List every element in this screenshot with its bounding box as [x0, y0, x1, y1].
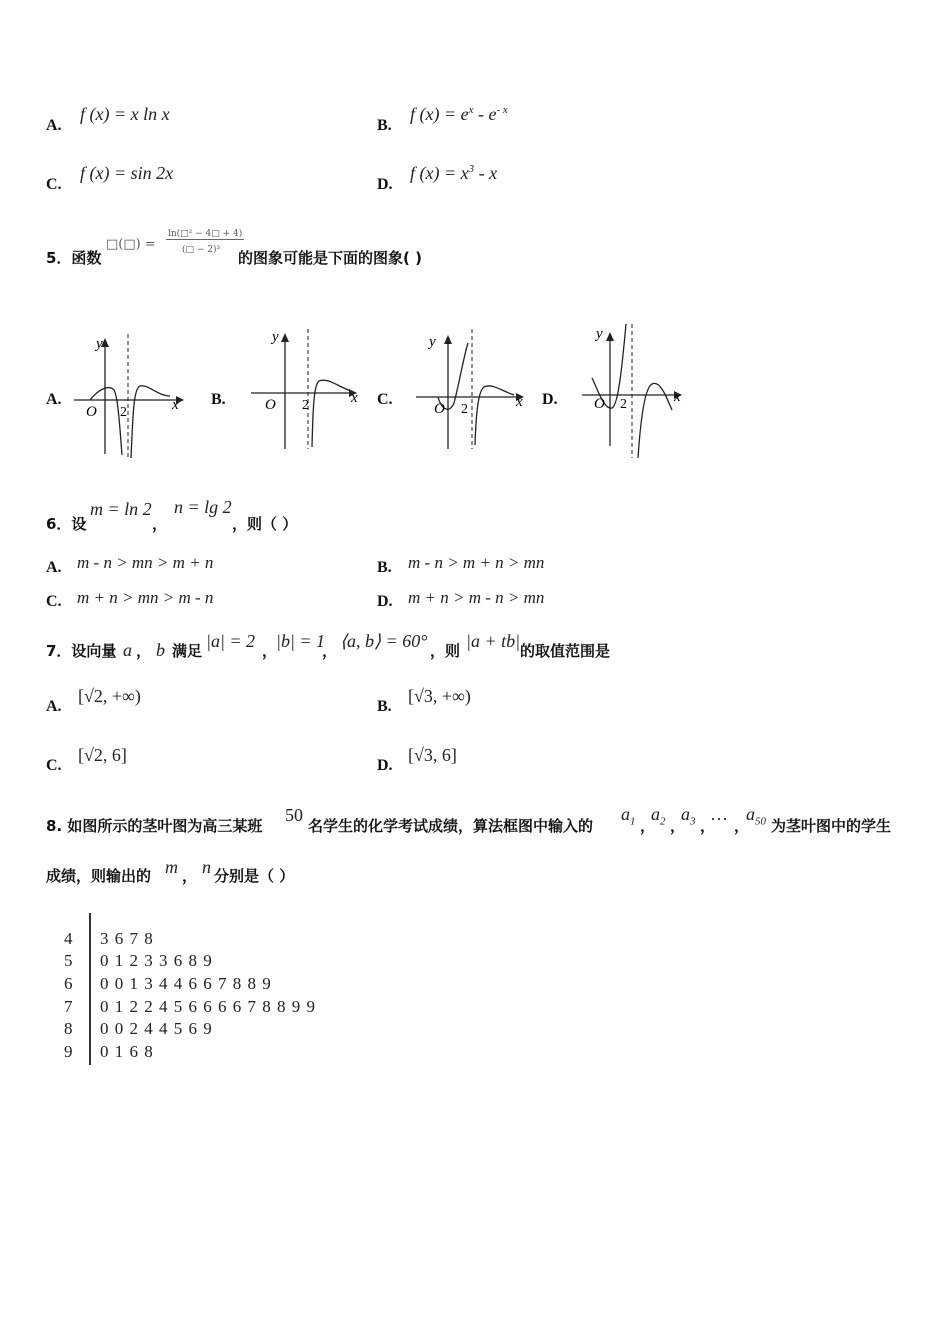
q7-comma-2: ，	[322, 642, 338, 660]
tick-label: 2	[620, 397, 627, 412]
stem-value: 5	[64, 951, 73, 970]
q7-option-d-expr: [√3, 6]	[408, 745, 457, 765]
q8-comma: ，	[670, 817, 686, 835]
stem-value: 9	[64, 1042, 73, 1061]
stem-value: 6	[64, 974, 73, 993]
q4-option-b-expr: f $(x) = e^x - e^{- x}$	[410, 104, 508, 124]
q5-graph-d	[578, 318, 693, 463]
q6-option-a-label: A.	[46, 559, 62, 576]
leaf-values: 0 0 1 3 4 4 6 6 7 8 8 9	[100, 974, 271, 993]
q7-target: |a + tb|	[466, 631, 521, 651]
q8-a2: $a_2$	[651, 804, 666, 828]
curve-right	[312, 380, 351, 447]
q7-number: 7．设向量	[46, 642, 117, 660]
curve-left	[90, 388, 122, 455]
q7-cond: 满足	[172, 642, 203, 660]
stem-leaf-plot	[60, 913, 390, 1068]
curve-left	[438, 343, 468, 409]
q7-comma-1: ，	[262, 642, 278, 660]
q4-option-a-expr: f (x) = x ln x	[80, 104, 170, 124]
q4-option-c-expr: f (x) = sin 2x	[80, 163, 174, 183]
q4-option-b-label: B.	[377, 117, 392, 134]
q7-option-c-label: C.	[46, 757, 62, 774]
q8-sep: ，	[182, 867, 198, 885]
q8-a1: $a_1$	[621, 804, 636, 828]
q8-dots: ···	[710, 809, 728, 829]
y-axis-arrow	[281, 333, 289, 342]
x-label: x	[516, 394, 523, 410]
q8-count: 50	[285, 805, 303, 825]
q5-number: 5．函数	[46, 249, 102, 267]
q4-option-a-label: A.	[46, 117, 62, 134]
q5-graph-b	[247, 325, 367, 455]
x-label: x	[172, 397, 179, 413]
origin-label: O	[594, 396, 605, 412]
q8-text-part3: 为茎叶图中的学生	[771, 817, 892, 835]
q6-option-b-label: B.	[377, 559, 392, 576]
q7-option-a-label: A.	[46, 698, 62, 715]
q6-option-d-label: D.	[377, 593, 393, 610]
q8-comma: ，	[700, 817, 716, 835]
leaf-values: 0 1 6 8	[100, 1042, 153, 1061]
q7-then: ，则	[430, 642, 461, 660]
q7-cond-1: |a| = 2	[206, 631, 256, 651]
q6-option-c-expr: m + n > mn > m - n	[77, 588, 214, 607]
curve-right	[131, 386, 170, 458]
q5-stem-tail: 的图象可能是下面的图象( )	[238, 249, 422, 267]
stem-value: 7	[64, 997, 73, 1016]
leaf-values: 0 0 2 4 4 5 6 9	[100, 1019, 212, 1038]
q5-graph-c	[412, 325, 532, 455]
stem-divider	[89, 913, 91, 1065]
q7-cond-2: |b| = 1	[276, 631, 326, 651]
q7-vector-b: b	[156, 640, 165, 660]
origin-label: O	[434, 401, 445, 417]
y-label: y	[429, 334, 436, 350]
q5-option-b-label: B.	[211, 391, 226, 408]
y-label: y	[272, 329, 279, 345]
y-label: y	[596, 326, 603, 342]
q6-option-b-expr: m - n > m + n > mn	[408, 553, 545, 572]
q5-option-a-label: A.	[46, 391, 62, 408]
q6-number: 6．设	[46, 515, 87, 533]
tick-label: 2	[461, 402, 468, 417]
q7-tail: 的取值范围是	[520, 642, 611, 660]
origin-label: O	[86, 404, 97, 420]
leaf-values: 0 1 2 3 3 6 8 9	[100, 951, 212, 970]
q7-cond-3: ⟨a, b⟩ = 60°	[340, 631, 428, 651]
y-axis-arrow	[606, 332, 614, 341]
q8-a3: $a_3$	[681, 804, 696, 828]
q5-option-d-label: D.	[542, 391, 558, 408]
tick-label: 2	[302, 398, 309, 413]
q7-option-b-expr: [√3, +∞)	[408, 686, 471, 706]
x-label: x	[351, 390, 358, 406]
q6-option-d-expr: m + n > m - n > mn	[408, 588, 545, 607]
origin-label: O	[265, 397, 276, 413]
q8-comma: ，	[734, 817, 750, 835]
leaf-values: 3 6 7 8	[100, 929, 153, 948]
x-label: x	[674, 389, 681, 405]
q5-graph-a	[70, 330, 190, 460]
leaf-values: 0 1 2 2 4 5 6 6 6 6 7 8 8 9 9	[100, 997, 315, 1016]
y-axis-arrow	[444, 335, 452, 344]
q6-comma: ，	[152, 515, 168, 533]
q6-option-a-expr: m - n > mn > m + n	[77, 553, 214, 572]
q6-tail: ，则（ ）	[232, 515, 298, 533]
stem-value: 4	[64, 929, 73, 948]
tick-label: 2	[120, 405, 127, 420]
q4-option-c-label: C.	[46, 176, 62, 193]
q6-option-c-label: C.	[46, 593, 62, 610]
q4-option-d-expr: f $(x) = x^3 - x$	[410, 163, 498, 183]
q5-option-c-label: C.	[377, 391, 393, 408]
y-label: y	[96, 336, 103, 352]
q8-m: m	[165, 857, 178, 877]
q8-comma: ，	[640, 817, 656, 835]
q4-option-d-label: D.	[377, 176, 393, 193]
q7-option-c-expr: [√2, 6]	[78, 745, 127, 765]
q7-option-a-expr: [√2, +∞)	[78, 686, 141, 706]
curve-right	[475, 386, 514, 445]
q6-n-definition: n = lg 2	[174, 497, 232, 517]
q7-option-d-label: D.	[377, 757, 393, 774]
q7-option-b-label: B.	[377, 698, 392, 715]
q6-m-definition: m = ln 2	[90, 499, 152, 519]
q8-text-part2: 名学生的化学考试成绩，算法框图中输入的	[308, 817, 594, 835]
q8-line2a: 成绩，则输出的	[46, 867, 152, 885]
q8-line2b: 分别是（ ）	[214, 867, 295, 885]
q7-vector-a: a	[123, 640, 132, 660]
q7-sep: ，	[136, 642, 152, 660]
q8-a50: $a_{50}$	[746, 804, 766, 828]
q8-text-part1: 8. 如图所示的茎叶图为高三某班	[46, 817, 263, 835]
q8-n: n	[202, 857, 211, 877]
stem-value: 8	[64, 1019, 73, 1038]
